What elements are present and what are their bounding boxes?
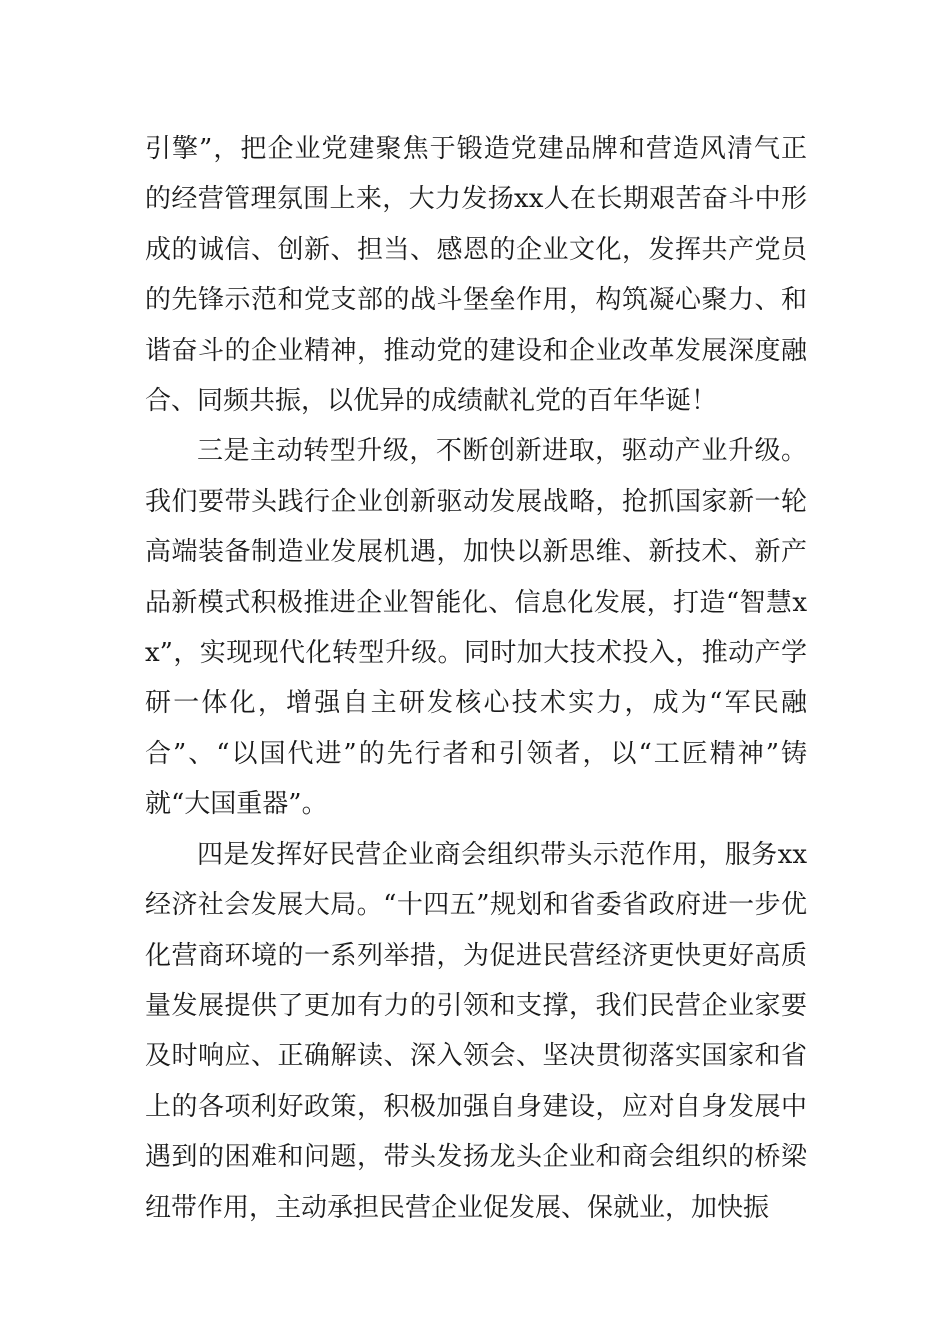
document-body (145, 124, 807, 1233)
paragraph-point-three: 三是主动转型升级，不断创新进取，驱动产业升级。我们要带头践行企业创新驱动发展战略，抢抓国家新一轮高端装备制造业发展机遇，加快以新思维、新技术、新产品新模式积极推进企业智能化、信息化发展，打造“智慧xx”，实现现代化转型升级。同时加大技术投入，推动产学研一体化，增强自主研发核心技术实力，成为“军民融合”、“以国代进”的先行者和引领者，以“工匠精神”铸就“大国重器”。 (145, 436, 807, 820)
paragraph-point-four: 四是发挥好民营企业商会组织带头示范作用，服务xx经济社会发展大局。“十四五”规划和省委省政府进一步优化营商环境的一系列举措，为促进民营经济更快更好高质量发展提供了更加有力的引领和支撑，我们民营企业家要及时响应、正确解读、深入领会、坚决贯彻落实国家和省上的各项利好政策，积极加强自身建设，应对自身发展中遇到的困难和问题，带头发扬龙头企业和商会组织的桥梁纽带作用，主动承担民营企业促发展、保就业，加快振 (145, 839, 807, 1223)
paragraph-continued: 引擎”，把企业党建聚焦于锻造党建品牌和营造风清气正的经营管理氛围上来，大力发扬xx人在长期艰苦奋斗中形成的诚信、创新、担当、感恩的企业文化，发挥共产党员的先锋示范和党支部的战斗堡垒作用，构筑凝心聚力、和谐奋斗的企业精神，推动党的建设和企业改革发展深度融合、同频共振，以优异的成绩献礼党的百年华诞！ (145, 134, 807, 417)
